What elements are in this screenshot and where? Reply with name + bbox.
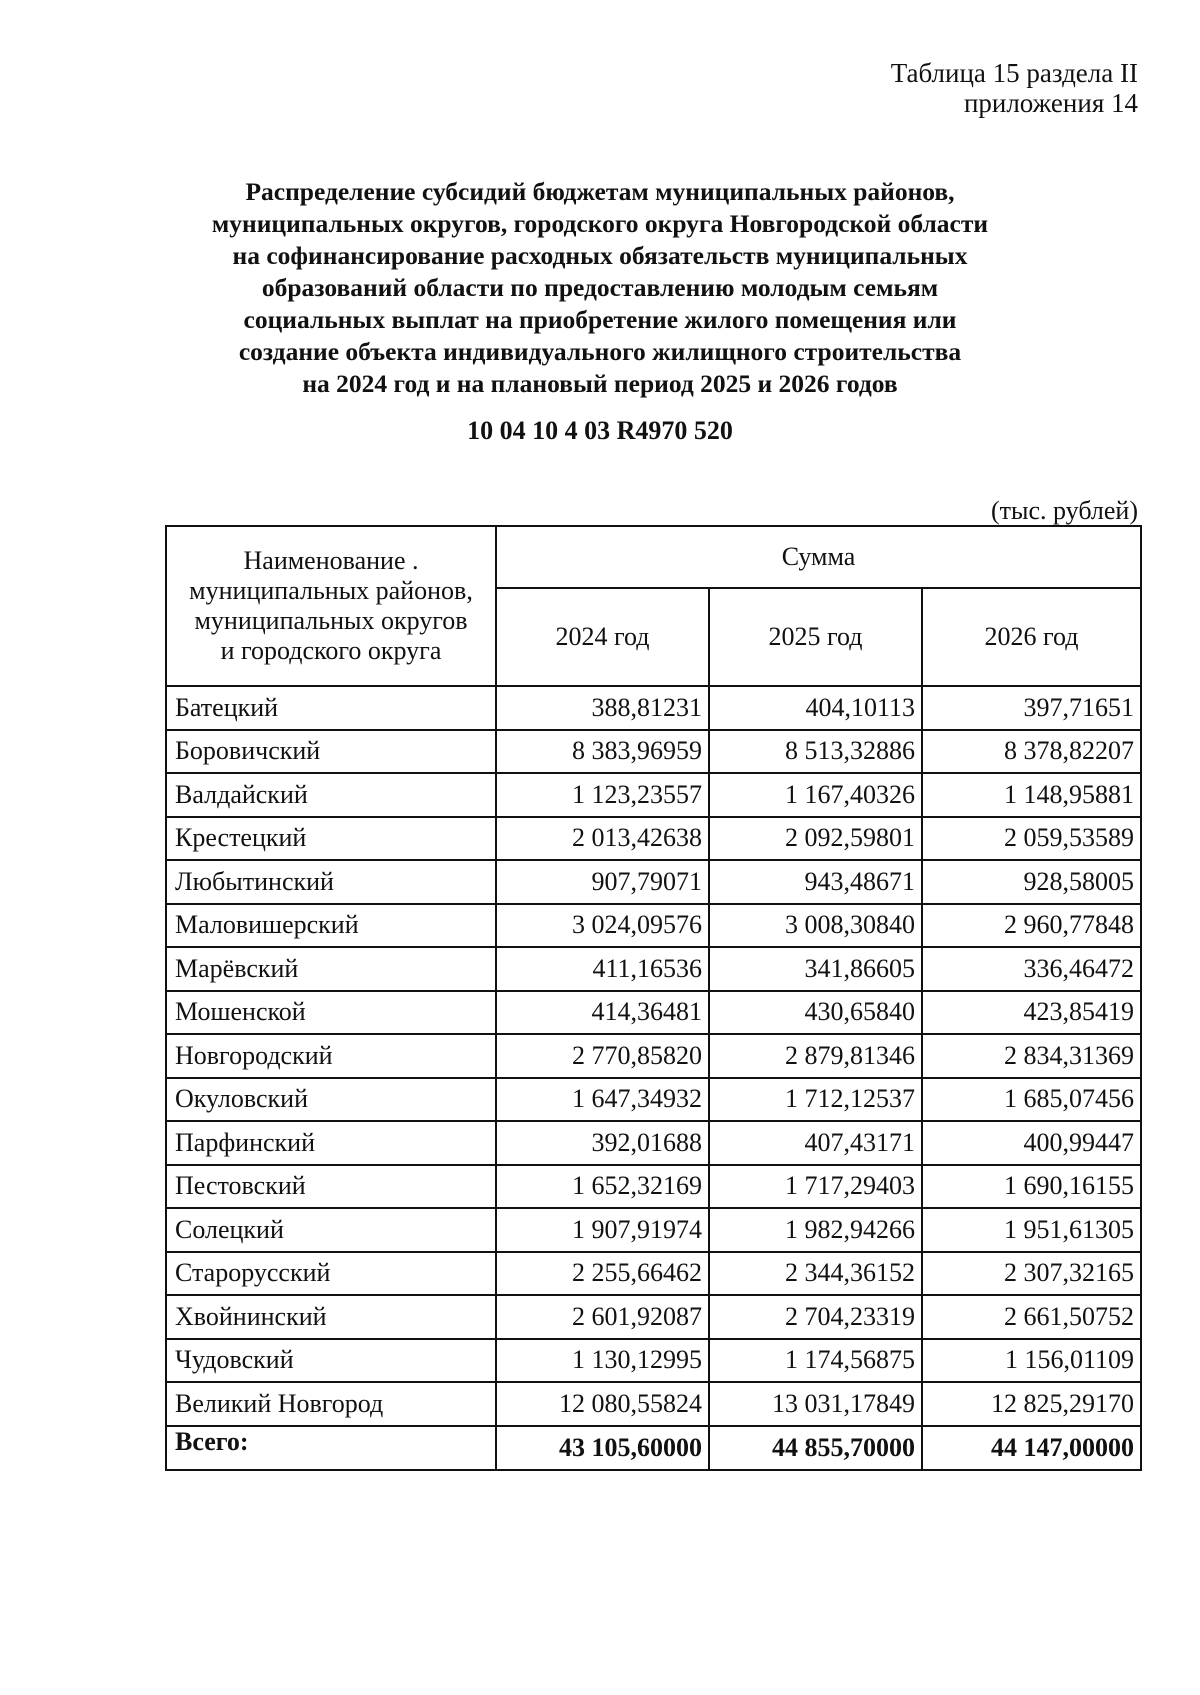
table-row [166, 1165, 1141, 1209]
amount-cell-2024: 2 770,85820 [496, 1034, 709, 1078]
title-line: Распределение субсидий бюджетам муниципальных районов, [245, 177, 955, 206]
amount-cell-2026: 928,58005 [922, 860, 1141, 904]
amount-cell-2024: 12 080,55824 [496, 1382, 709, 1426]
table-row [166, 1121, 1141, 1165]
title-line: муниципальных округов, городского округа Новгородской области [211, 209, 989, 238]
annex-line-2: приложения 14 [963, 88, 1138, 118]
table-row [166, 1382, 1141, 1426]
table-row [166, 1339, 1141, 1383]
amount-cell-2024: 43 105,60000 [496, 1426, 709, 1470]
district-name-cell: Пестовский [166, 1165, 496, 1209]
amount-cell-2024: 1 647,34932 [496, 1078, 709, 1122]
table-row [166, 773, 1141, 817]
amount-cell-2024: 8 383,96959 [496, 730, 709, 774]
table-row [166, 1034, 1141, 1078]
header-sum: Сумма [496, 526, 1141, 588]
title-line: на 2024 год и на плановый период 2025 и 2026 годов [302, 369, 898, 398]
amount-cell-2026: 1 685,07456 [922, 1078, 1141, 1122]
district-name-cell: Батецкий [166, 686, 496, 730]
amount-cell-2025: 1 712,12537 [709, 1078, 922, 1122]
amount-cell-2026: 400,99447 [922, 1121, 1141, 1165]
table-row [166, 947, 1141, 991]
district-name-cell: Окуловский [166, 1078, 496, 1122]
amount-cell-2024: 2 601,92087 [496, 1295, 709, 1339]
amount-cell-2024: 392,01688 [496, 1121, 709, 1165]
amount-cell-2026: 44 147,00000 [922, 1426, 1141, 1470]
amount-cell-2025: 13 031,17849 [709, 1382, 922, 1426]
amount-cell-2026: 1 156,01109 [922, 1339, 1141, 1383]
amount-cell-2025: 1 717,29403 [709, 1165, 922, 1209]
amount-cell-2025: 407,43171 [709, 1121, 922, 1165]
table-body [166, 686, 1141, 1470]
header-name-line: Наименование . [243, 546, 419, 575]
table-row [166, 1208, 1141, 1252]
table-row [166, 860, 1141, 904]
units-label: (тыс. рублей) [990, 496, 1138, 525]
table-row [166, 1078, 1141, 1122]
amount-cell-2026: 8 378,82207 [922, 730, 1141, 774]
budget-classification-code: 10 04 10 4 03 R4970 520 [467, 416, 733, 445]
table-row [166, 1295, 1141, 1339]
amount-cell-2024: 388,81231 [496, 686, 709, 730]
amount-cell-2025: 1 982,94266 [709, 1208, 922, 1252]
amount-cell-2026: 1 690,16155 [922, 1165, 1141, 1209]
amount-cell-2025: 943,48671 [709, 860, 922, 904]
header-year-2025: 2025 год [709, 588, 922, 686]
title-line: на софинансирование расходных обязательств муниципальных [232, 241, 968, 270]
district-name-cell: Крестецкий [166, 817, 496, 861]
amount-cell-2024: 907,79071 [496, 860, 709, 904]
district-name-cell: Великий Новгород [166, 1382, 496, 1426]
district-name-cell: Любытинский [166, 860, 496, 904]
amount-cell-2024: 1 123,23557 [496, 773, 709, 817]
document-title [150, 176, 1050, 400]
district-name-cell: Мошенской [166, 991, 496, 1035]
title-line: социальных выплат на приобретение жилого помещения или [243, 305, 957, 334]
amount-cell-2025: 3 008,30840 [709, 904, 922, 948]
total-row [166, 1426, 1141, 1470]
annex-line-1: Таблица 15 раздела II [890, 58, 1138, 88]
amount-cell-2024: 414,36481 [496, 991, 709, 1035]
amount-cell-2024: 3 024,09576 [496, 904, 709, 948]
header-name-line: муниципальных районов, [189, 576, 473, 605]
amount-cell-2025: 8 513,32886 [709, 730, 922, 774]
amount-cell-2026: 1 148,95881 [922, 773, 1141, 817]
amount-cell-2025: 2 879,81346 [709, 1034, 922, 1078]
amount-cell-2025: 2 344,36152 [709, 1252, 922, 1296]
amount-cell-2024: 2 013,42638 [496, 817, 709, 861]
district-name-cell: Боровичский [166, 730, 496, 774]
header-year-2024: 2024 год [496, 588, 709, 686]
amount-cell-2025: 44 855,70000 [709, 1426, 922, 1470]
amount-cell-2026: 2 307,32165 [922, 1252, 1141, 1296]
amount-cell-2025: 1 167,40326 [709, 773, 922, 817]
table-row [166, 686, 1141, 730]
district-name-cell: Валдайский [166, 773, 496, 817]
amount-cell-2024: 1 907,91974 [496, 1208, 709, 1252]
table-row [166, 991, 1141, 1035]
amount-cell-2024: 411,16536 [496, 947, 709, 991]
amount-cell-2026: 423,85419 [922, 991, 1141, 1035]
district-name-cell: Новгородский [166, 1034, 496, 1078]
district-name-cell: Солецкий [166, 1208, 496, 1252]
district-name-cell: Старорусский [166, 1252, 496, 1296]
table-row [166, 904, 1141, 948]
amount-cell-2026: 1 951,61305 [922, 1208, 1141, 1252]
amount-cell-2024: 1 652,32169 [496, 1165, 709, 1209]
amount-cell-2024: 1 130,12995 [496, 1339, 709, 1383]
district-name-cell: Маловишерский [166, 904, 496, 948]
amount-cell-2025: 430,65840 [709, 991, 922, 1035]
amount-cell-2024: 2 255,66462 [496, 1252, 709, 1296]
title-line: создание объекта индивидуального жилищного строительства [238, 337, 962, 366]
amount-cell-2025: 2 704,23319 [709, 1295, 922, 1339]
annex-reference [891, 58, 1138, 118]
district-name-cell: Марёвский [166, 947, 496, 991]
amount-cell-2026: 2 059,53589 [922, 817, 1141, 861]
title-line: образований области по предоставлению молодым семьям [261, 273, 939, 302]
district-name-cell: Чудовский [166, 1339, 496, 1383]
table-row [166, 817, 1141, 861]
district-name-cell: Парфинский [166, 1121, 496, 1165]
amount-cell-2025: 404,10113 [709, 686, 922, 730]
table-row [166, 730, 1141, 774]
amount-cell-2026: 2 960,77848 [922, 904, 1141, 948]
amount-cell-2026: 2 661,50752 [922, 1295, 1141, 1339]
amount-cell-2026: 12 825,29170 [922, 1382, 1141, 1426]
amount-cell-2025: 341,86605 [709, 947, 922, 991]
amount-cell-2025: 1 174,56875 [709, 1339, 922, 1383]
amount-cell-2026: 397,71651 [922, 686, 1141, 730]
header-name [166, 526, 496, 686]
table-row [166, 1252, 1141, 1296]
amount-cell-2026: 2 834,31369 [922, 1034, 1141, 1078]
subsidy-table [165, 525, 1142, 1471]
district-name-cell: Хвойнинский [166, 1295, 496, 1339]
amount-cell-2025: 2 092,59801 [709, 817, 922, 861]
header-year-2026: 2026 год [922, 588, 1141, 686]
district-name-cell: Всего: [166, 1426, 496, 1470]
header-name-line: и городского округа [220, 636, 442, 665]
header-name-line: муниципальных округов [194, 606, 468, 635]
amount-cell-2026: 336,46472 [922, 947, 1141, 991]
